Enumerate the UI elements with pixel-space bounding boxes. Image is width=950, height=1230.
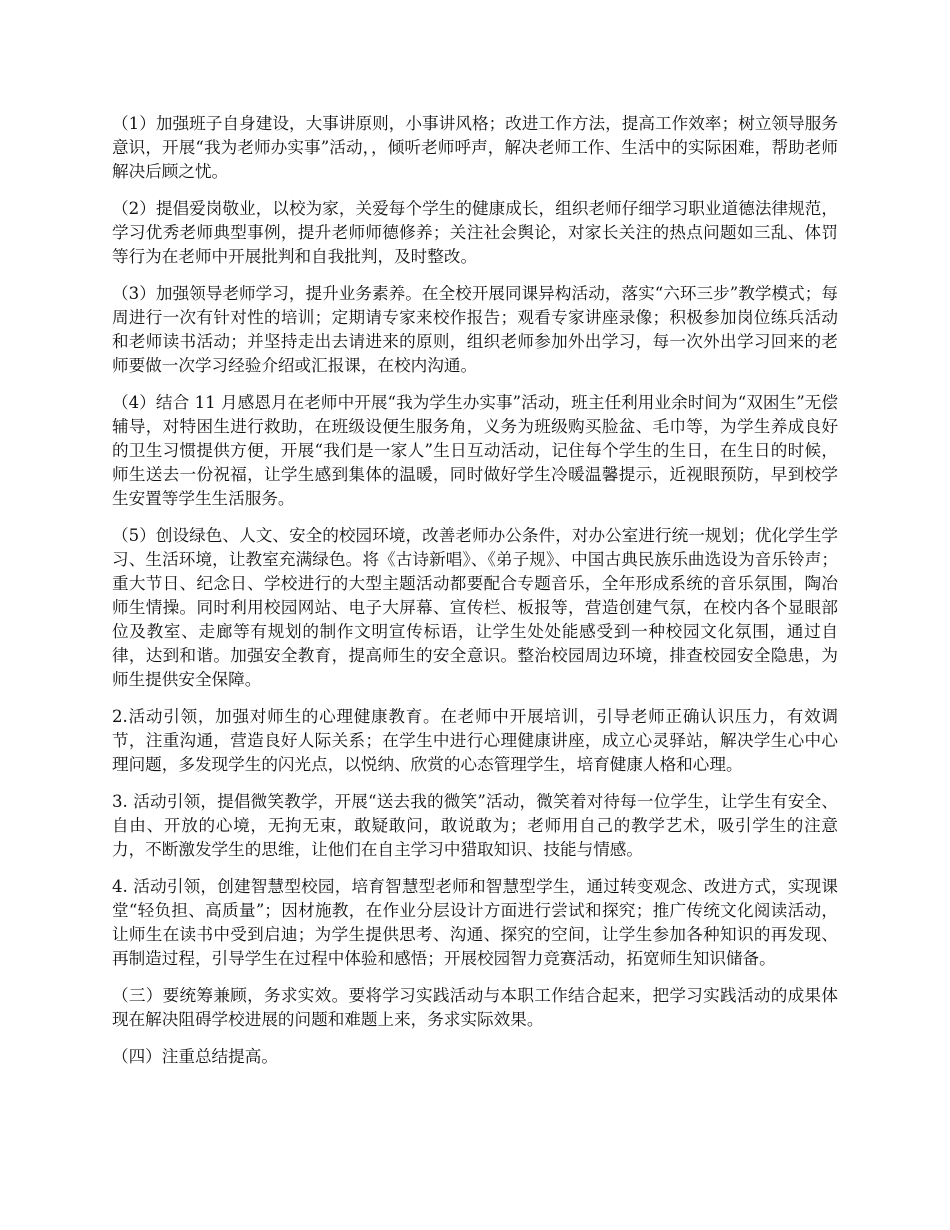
paragraph-7: 3. 活动引领，提倡微笑教学，开展“送去我的微笑”活动，微笑着对待每一位学生，让学生有安全、自由、开放的心境，无拘无束，敢疑敢问，敢说敢为；老师用自己的教学艺术，吸引学生的注意力，不断激发学生的思维，让他们在自主学习中猎取知识、技能与情感。 xyxy=(112,792,838,859)
paragraph-8: 4. 活动引领，创建智慧型校园，培育智慧型老师和智慧型学生，通过转变观念、改进方式，实现课堂“轻负担、高质量”；因材施教，在作业分层设计方面进行尝试和探究；推广传统文化阅读活动，让师生在读书中受到启迪；为学生提供思考、沟通、探究的空间，让学生参加各种知识的再发现、再制造过程，引导学生在过程中体验和感悟；开展校园智力竞赛活动，拓宽师生知识储备。 xyxy=(112,877,838,968)
paragraph-2: （2）提倡爱岗敬业，以校为家，关爱每个学生的健康成长，组织老师仔细学习职业道德法律规范，学习优秀老师典型事例，提升老师师德修养；关注社会舆论，对家长关注的热点问题如三乱、体罚等行为在老师中开展批判和自我批判，及时整改。 xyxy=(112,199,838,266)
paragraph-4: （4）结合 11 月感恩月在老师中开展“我为学生办实事”活动，班主任利用业余时间为“双困生”无偿辅导，对特困生进行救助，在班级设便生服务角，义务为班级购买脸盆、毛巾等，为学生养成良好的卫生习惯提供方便，开展“我们是一家人”生日互动活动，记住每个学生的生日，在生日的时候，师生送去一份祝福，让学生感到集体的温暖，同时做好学生冷暖温馨提示，近视眼预防，早到校学生安置等学生生活服务。 xyxy=(112,393,838,508)
paragraph-9: （三）要统筹兼顾，务求实效。要将学习实践活动与本职工作结合起来，把学习实践活动的成果体现在解决阻碍学校进展的问题和难题上来，务求实际效果。 xyxy=(112,986,838,1029)
document-body xyxy=(112,112,838,1082)
paragraph-5: （5）创设绿色、人文、安全的校园环境，改善老师办公条件，对办公室进行统一规划；优化学生学习、生活环境，让教室充满绿色。将《古诗新唱》、《弟子规》、中国古典民族乐曲选设为音乐铃声；重大节日、纪念日、学校进行的大型主题活动都要配合专题音乐，全年形成系统的音乐氛围，陶冶师生情操。同时利用校园网站、电子大屏幕、宣传栏、板报等，营造创建气氛，在校内各个显眼部位及教室、走廊等有规划的制作文明宣传标语，让学生处处能感受到一种校园文化氛围，通过自律，达到和谐。加强安全教育，提高师生的安全意识。整治校园周边环境，排查校园安全隐患，为师生提供安全保障。 xyxy=(112,526,838,689)
paragraph-6: 2.活动引领，加强对师生的心理健康教育。在老师中开展培训，引导老师正确认识压力，有效调节，注重沟通，营造良好人际关系；在学生中进行心理健康讲座，成立心灵驿站，解决学生心中心理问题，多发现学生的闪光点，以悦纳、欣赏的心态管理学生，培育健康人格和心理。 xyxy=(112,707,838,774)
paragraph-3: （3）加强领导老师学习，提升业务素养。在全校开展同课异构活动，落实“六环三步”教学模式；每周进行一次有针对性的培训；定期请专家来校作报告；观看专家讲座录像；积极参加岗位练兵活动和老师读书活动；并坚持走出去请进来的原则，组织老师参加外出学习，每一次外出学习回来的老师要做一次学习经验介绍或汇报课，在校内沟通。 xyxy=(112,284,838,375)
paragraph-1: （1）加强班子自身建设，大事讲原则，小事讲风格；改进工作方法，提高工作效率；树立领导服务意识，开展“我为老师办实事”活动，，倾听老师呼声，解决老师工作、生活中的实际困难，帮助老师解决后顾之忧。 xyxy=(112,114,838,181)
paragraph-10: （四）注重总结提高。 xyxy=(112,1047,278,1066)
